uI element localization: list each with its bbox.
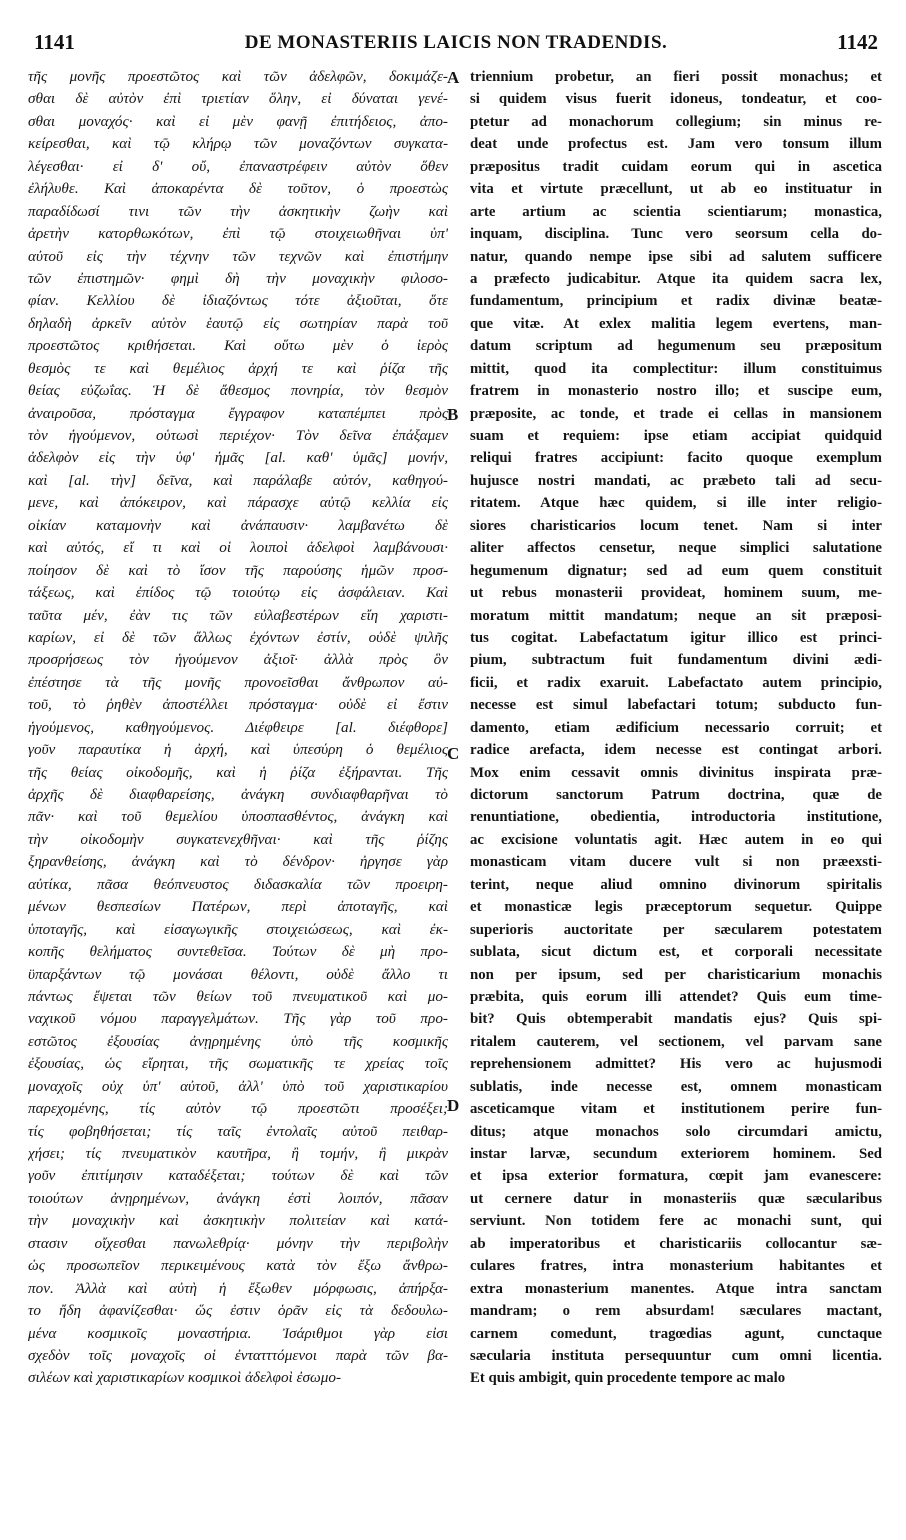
greek-text-line: ὑποταγῆς, καὶ εἰσαγωγικῆς στοιχειώσεως, καὶ ἐκ- (28, 920, 448, 938)
margin-marker-d: D (447, 1096, 460, 1115)
greek-text-line: τῆς μονῆς προεστῶτος καὶ τῶν ἀδελφῶν, δοκιμάζε- (28, 68, 448, 85)
greek-text-line: ἀναιροῦσα, πρόσταγμα ἔγγραφον καταπέμπει πρὸς (28, 404, 448, 422)
greek-text-line: σθαι δὲ αὐτὸν ἐπὶ τριετίαν ὅλην, εἰ δύναται γενέ- (28, 90, 448, 108)
latin-text-line: serviunt. Non totidem fere ac monachi sunt, qui (470, 1213, 882, 1230)
latin-text-line: ritalem cauterem, vel sectionem, vel parvam sane (470, 1033, 882, 1050)
latin-text-line: arte artium ac scientia scientiarum; monastica, (470, 203, 882, 220)
greek-text-line: παρεχομένης, τίς αὐτὸν τῷ προεστῶτι προσέξει; (28, 1100, 448, 1118)
latin-text-line: pium, subtractum fuit fundamentum divini ædi- (470, 652, 882, 669)
latin-text-line: renuntiatione, obedientia, introductoria institutione, (470, 809, 882, 826)
greek-text-line: το ἤδη ἀφανίζεσθαι· ὥς ἐστιν ὁρᾶν εἰς τὰ δεδουλω- (28, 1302, 448, 1320)
greek-text-line: τοῦ, τὸ ῥηθὲν ἀποστέλλει πρόσταγμα· οὐδὲ εἰ ἔστιν (28, 696, 448, 714)
latin-text-line: damento, etiam ædificium necessario corruit; et (470, 719, 882, 736)
latin-text-line: præbita, quis eorum illi attendet? Quis eum time- (470, 988, 882, 1005)
latin-text-line: hujusce nostri mandati, ac præbeto tali ad secu- (470, 472, 882, 489)
latin-text-line: Et quis ambigit, quin procedente tempore ac malo (470, 1370, 786, 1387)
margin-marker-b: B (447, 405, 459, 424)
greek-text-line: κοπῆς θελήματος συντεθεῖσα. Τούτων δὲ μὴ προ- (28, 943, 448, 961)
latin-text-line: tus cogitat. Labefactatum igitur illico est princi- (470, 629, 882, 646)
latin-text-line: suam et requiem: ipse etiam accipiat quidquid (470, 428, 882, 444)
greek-text-line: αὐτοῦ εἰς τὴν τέχνην τῶν τεχνῶν καὶ ἐπιστήμην (28, 247, 448, 265)
latin-text-line: vita et virtute præcellunt, ut ab eo instituatur in (470, 181, 882, 198)
greek-text-line: πάντως ἔψεται τῶν θείων τοῦ πνευματικοῦ καὶ μο- (28, 987, 448, 1005)
latin-text-line: præposite, ac tonde, et trade ei cellas in mansionem (470, 405, 882, 422)
greek-text-line: τὴν μοναχικὴν καὶ ἀσκητικὴν πολιτείαν καὶ κατά- (28, 1212, 448, 1230)
greek-text-line: τοιούτων ἀνῃρημένων, ἀνάγκη ἐστὶ λοιπόν, πᾶσαν (28, 1189, 448, 1207)
greek-text-line: σθαι μοναχός· καὶ εἰ μὲν φανῇ ἐπιτήδειος, ἀπο- (28, 112, 448, 130)
running-title: DE MONASTERIIS LAICIS NON TRADENDIS. (244, 32, 668, 53)
greek-text-line: καὶ αὐτός, εἴ τι καὶ οἱ λοιποὶ ἀδελφοὶ λαμβάνουσι· (28, 539, 448, 557)
latin-text-line: superioris auctoritate per sæcularem potestatem (470, 921, 882, 938)
greek-text-line: δηλαδὴ ἀρκεῖν αὐτὸν ἑαυτῷ εἰς σωτηρίαν παρὰ τοῦ (28, 314, 448, 332)
latin-text-line: datum scriptum ad hegumenum seu præpositum (470, 338, 882, 355)
latin-text-line: mittit, quod ita complectitur: illum constituimus (470, 360, 882, 377)
greek-text-line: γοῦν παραυτίκα ἡ ἀρχή, καὶ ὑπεσύρη ὁ θεμέλιος (28, 741, 448, 759)
latin-text-line: ab imperatoribus et charisticariis collocantur sæ- (470, 1235, 882, 1252)
latin-text-line: terint, neque aliud omnino divinorum spiritalis (470, 876, 882, 893)
latin-text-line: Mox enim cessavit omnis divinitus inspirata præ- (470, 764, 882, 781)
latin-text-line: sæcularia instituta persequuntur cum omni licentia. (470, 1347, 882, 1364)
latin-text-line: asceticamque vitam et institutionem perire fun- (470, 1101, 882, 1118)
latin-text-line: ritatem. Atque hæc quidem, si ille inter religio- (470, 495, 882, 512)
latin-text-line: reprehensionem admittet? His vero ac hujusmodi (470, 1056, 882, 1073)
latin-text-line: et ipsa exterior formatura, cœpit jam evanescere: (470, 1168, 882, 1185)
latin-text-line: fundamentum, principium et radix divinæ beatæ- (470, 293, 882, 310)
greek-text-line: κείρεσθαι, καὶ τῷ κλήρῳ τῶν μοναζόντων συγκατα- (28, 135, 448, 153)
latin-text-line: mandram; o rem absurdam! sæculares mactant, (470, 1303, 882, 1320)
latin-text-line: monasticam vitam ducere vult si non præexsti- (470, 854, 882, 871)
page-number-right: 1142 (837, 30, 878, 54)
latin-text-line: moratum mittit mandatum; neque an sit præposi- (470, 607, 882, 624)
greek-text-line: σιλέων καὶ χαριστικαρίων κοσμικοὶ ἀδελφοὶ ἐσωμο- (28, 1369, 342, 1387)
greek-text-line: ἡγούμενος, καθηγούμενος. Διέφθειρε [al. διέφθορε] (28, 718, 448, 736)
greek-text-line: ταῦτα μέν, ἐὰν τις τῶν εὐλαβεστέρων εἴη χαριστι- (28, 606, 448, 624)
greek-text-line: λέγεσθαι· εἰ δ' οὔ, ἐπαναστρέφειν αὐτὸν ὅθεν (28, 157, 448, 175)
greek-text-line: τίς φοβηθήσεται; τίς ταῖς ἐντολαῖς αὐτοῦ πειθαρ- (28, 1122, 448, 1140)
greek-text-line: ϋπαρξάντων τῷ μονάσαι θέλοντι, οὐδὲ ἄλλο τι (28, 965, 448, 983)
latin-text-line: a præfecto judicabitur. Atque ita quidem sacra lex, (470, 270, 882, 287)
latin-text-line: si quidem visus fuerit idoneus, tondeatur, et coo- (470, 91, 882, 108)
latin-text-line: sublatis, inde necesse est, omnem monasticam (470, 1078, 882, 1095)
latin-text-column (470, 66, 882, 1390)
greek-text-line: τὸν ἡγούμενον, οὑτωσὶ περιέχον· Τὸν δεῖνα ἐπάξαμεν (28, 427, 448, 444)
latin-text-line: præpositus tradit cuidam eorum qui in ascetica (470, 158, 882, 175)
greek-text-line: ξηρανθείσης, ἀνάγκη καὶ τὸ δένδρον· ἠργησε γὰρ (28, 853, 448, 871)
greek-text-line: ἀρχῆς δὲ διαφθαρείσης, ἀνάγκη συνδιαφθαρῆναι τὸ (28, 786, 448, 803)
greek-text-line: προσρήσεως τὸν ἡγούμενον ἀξιοῖ· ἀλλὰ πρὸς ὃν (28, 651, 448, 669)
greek-text-line: εστῶτος ἐξουσίας ἀνῃρημένης ὑπὸ τῆς κοσμικῆς (28, 1032, 448, 1050)
greek-text-line: μοναχοῖς οὐχ ὑπ' αὐτοῦ, ἀλλ' ὑπὸ τοῦ χαριστικαρίου (28, 1077, 448, 1095)
latin-text-line: reliqui fratres accipiunt: facito quoque exemplum (470, 450, 882, 467)
greek-text-line: ἀδελφὸν εἰς τὴν ὑφ' ἡμᾶς [al. καθ' ὑμᾶς] μονήν, (28, 449, 448, 467)
latin-text-line: carnem comedunt, tragœdias agunt, cunctaque (470, 1325, 882, 1342)
greek-text-line: παραδίδωσί τινι τῶν τὴν ἀσκητικὴν ζωὴν καὶ (28, 202, 448, 220)
greek-text-line: καὶ [al. τὴν] δεῖνα, καὶ παράλαβε αὐτόν, καθηγού- (28, 471, 448, 489)
latin-text-line: et monasticæ legis præceptorum sequetur. Quippe (470, 899, 882, 916)
greek-text-line: ἐλήλυθε. Καὶ ἀποκαρέντα δὲ τοῦτον, ὁ προεστὼς (28, 180, 448, 198)
greek-text-line: πον. Ἀλλὰ καὶ αὐτὴ ἡ ἔξωθεν μόρφωσις, ἀπήρξα- (28, 1279, 448, 1297)
greek-text-line: σχεδὸν τοῖς μοναχοῖς οἱ ἐντατττόμενοι παρὰ τῶν βα- (28, 1346, 448, 1364)
latin-text-line: instar larvæ, secundum exteriorem hominem. Sed (470, 1146, 882, 1162)
margin-marker-a: A (447, 68, 460, 87)
latin-text-line: triennium probetur, an fieri possit monachus; et (470, 69, 882, 85)
greek-text-line: ἐξουσίας, ὡς εἴρηται, τῆς σωματικῆς τε χρείας τοῖς (28, 1055, 448, 1073)
greek-text-line: φίαν. Κελλίου δὲ ἰδιαζόντως τότε ἀξιοῦται, ὅτε (28, 292, 448, 310)
latin-text-line: necesse est simul labefactari totum; subducto fun- (470, 697, 882, 714)
latin-text-line: siores charisticarios locum tenet. Nam si inter (470, 517, 882, 534)
greek-text-line: μενε, καὶ ἀπόκειρον, καὶ πάρασχε αὐτῷ κελλία εἰς (28, 494, 448, 512)
greek-text-line: καρίων, εἰ δὲ τῶν ἄλλως ἐχόντων ἐστίν, οὐδὲ ψιλῆς (28, 628, 448, 646)
latin-text-line: natur, quando nempe ipse sibi ad salutem sufficere (470, 248, 882, 265)
greek-text-line: θείας εὐζωΐας. Ἡ δὲ ἄθεσμος πονηρία, τὸν θεσμὸν (28, 382, 448, 400)
greek-text-line: αὐτίκα, πᾶσα θεόπνευστος διδασκαλία τῶν προειρη- (28, 875, 448, 893)
greek-text-line: ποίησον δὲ καὶ τὸ ἴσον τῆς παρούσης ἡμῶν προσ- (28, 561, 448, 579)
page-header (28, 30, 884, 60)
greek-text-line: τὴν οἰκοδομὴν συγκατενεχθῆναι· καὶ τῆς ῥίζης (28, 830, 448, 848)
latin-text-line: hegumenum dignatur; sed ad eum quem constituit (470, 562, 882, 579)
latin-text-line: culares fratres, intra monasterium habitantes et (470, 1258, 882, 1275)
latin-text-line: inquam, disciplina. Tunc vero seorsum cella do- (470, 226, 882, 243)
greek-text-line: πᾶν· καὶ τοῦ θεμελίου ὑποσπασθέντος, ἀνάγκη καὶ (28, 808, 448, 826)
greek-text-line: ἀρετὴν κατορθωκότων, ἐπὶ τῷ στοιχειωθῆναι ὑπ' (28, 225, 448, 243)
greek-text-line: στασιν οἴχεσθαι πανωλεθρίᾳ· μόνην τὴν περιβολὴν (28, 1234, 448, 1252)
latin-text-line: non per ipsum, sed per charisticarium monachis (470, 966, 882, 983)
greek-text-line: ἐπέστησε τὰ τῆς μονῆς προνοεῖσθαι ἄνθρωπον αὐ- (28, 673, 448, 691)
latin-text-line: ut cernere datur in monasteriis quæ sæcularibus (470, 1190, 882, 1207)
latin-text-line: deat unde profectus est. Jam vero tonsum illum (470, 136, 882, 153)
greek-text-line: προεστῶτος κριθήσεται. Καὶ οὕτω μὲν ὁ ἱερὸς (28, 337, 448, 355)
greek-text-line: θεσμὸς τε καὶ θεμέλιος ἀρχή τε καὶ ῥίζα τῆς (28, 359, 448, 377)
latin-text-line: ditus; atque monachos solo circumdari amictu, (470, 1123, 882, 1140)
latin-text-line: ac excisione voluntatis agit. Hæc autem in eo qui (470, 831, 882, 848)
greek-text-line: τῶν ἐπιστημῶν· φημὶ δὴ τὴν μοναχικὴν φιλοσο- (28, 269, 448, 287)
latin-text-line: fratrem in monasterio nostro illo; et suscipe eum, (470, 383, 882, 400)
greek-text-line: μένα κοσμικοῖς μοναστήρια. Ἰσάριθμοι γὰρ εἰσι (28, 1324, 448, 1342)
greek-text-line: χήσει; τίς πνευματικὸν καυτῆρα, ἢ τομήν, ἢ μικρὰν (28, 1145, 448, 1162)
greek-text-line: τῆς θείας οἰκοδομῆς, καὶ ἡ ῥίζα ἐξήρανται. Τῆς (28, 763, 448, 781)
latin-text-line: sublata, sicut dictum est, et corporali necessitate (470, 944, 882, 961)
latin-text-line: ptetur ad monachorum collegium; sin minus re- (470, 113, 882, 130)
latin-text-line: que vitæ. At exlex malitia legem evertens, man- (470, 315, 882, 332)
page-number-left: 1141 (34, 30, 75, 54)
greek-text-line: οἰκίαν καταμονὴν καὶ ἀνάπαυσιν· λαμβανέτω δὲ (28, 516, 448, 534)
margin-marker-c: C (447, 744, 460, 763)
greek-text-line: τάξεως, καὶ ἐπίδος τῷ τοιούτῳ εἰς ἀσφάλειαν. Καὶ (28, 584, 448, 602)
latin-text-line: extra monasterium manentes. Atque intra sanctam (470, 1280, 882, 1297)
greek-text-line: ὡς προσωπεῖον περικειμένους κατὰ τὸν ἔξω ἄνθρω- (28, 1257, 448, 1275)
latin-text-line: bit? Quis obtemperabit mandatis ejus? Quis spi- (470, 1011, 882, 1028)
greek-text-line: μένων θεσπεσίων Πατέρων, περὶ ἀποταγῆς, καὶ (28, 898, 448, 916)
greek-text-line: γοῦν ἐπιτίμησιν καταδέξεται; τούτων δὲ καὶ τῶν (28, 1167, 448, 1185)
latin-text-line: aliter affectos censetur, neque simplici salutatione (470, 540, 882, 557)
latin-text-line: radice arefacta, idem necesse est contingat arbori. (470, 742, 882, 759)
latin-text-line: ficii, et radix exaruit. Labefactato autem principio, (470, 674, 882, 691)
greek-text-column (28, 66, 448, 1390)
greek-text-line: ναχικοῦ νόμου παραγγελμάτων. Τῆς γὰρ τοῦ προ- (28, 1010, 448, 1028)
latin-text-line: dictorum sanctorum Patrum doctrina, quæ de (470, 787, 882, 803)
latin-text-line: ut rebus monasterii provideat, hominem suum, me- (470, 585, 882, 602)
